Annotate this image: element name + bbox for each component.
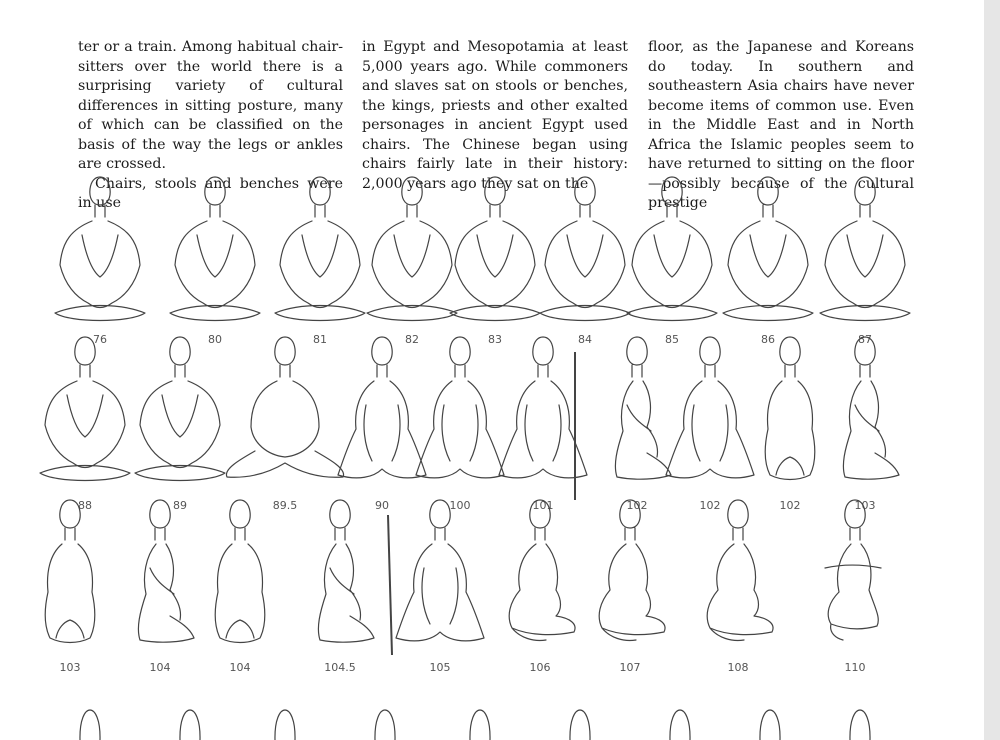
paragraph: in Egypt and Mesopotamia at least 5,000 years ago. While commoners and slaves sat on stools or benches, the kings, priests and other exalted personages in ancient Egypt used chairs. The Chinese began using chairs fairly late in their history: 2,000 years ago they sat on the xyxy=(362,39,628,192)
posture-figure xyxy=(599,500,665,641)
posture-figure xyxy=(226,337,343,477)
figure-number-label: 103 xyxy=(59,661,81,674)
partial-figure-head xyxy=(570,710,590,740)
figure-number-label: 85 xyxy=(665,333,679,346)
partial-figure-head xyxy=(275,710,295,740)
posture-figure xyxy=(338,337,426,478)
figure-number-label: 83 xyxy=(488,333,502,346)
figure-number-label: 110 xyxy=(844,661,866,674)
figure-number-label: 86 xyxy=(761,333,775,346)
figure-number-label: 105 xyxy=(429,661,451,674)
figure-number-label: 106 xyxy=(529,661,551,674)
posture-figure xyxy=(396,500,484,641)
posture-figure xyxy=(318,500,374,642)
figure-number-label: 76 xyxy=(93,333,107,346)
posture-figure xyxy=(215,500,265,643)
figure-number-label: 87 xyxy=(858,333,872,346)
page-margin xyxy=(984,0,1000,740)
figure-number-label: 108 xyxy=(727,661,749,674)
posture-figure xyxy=(723,177,813,321)
posture-figure xyxy=(820,177,910,321)
posture-figure xyxy=(843,337,899,479)
figure-number-label: 100 xyxy=(449,499,471,512)
staff xyxy=(388,515,392,655)
posture-figure xyxy=(765,337,815,480)
figure-number-label: 80 xyxy=(208,333,222,346)
figure-number-label: 104 xyxy=(229,661,251,674)
figure-number-label: 104.5 xyxy=(324,661,356,674)
posture-figure xyxy=(275,177,365,321)
posture-figure xyxy=(367,177,457,321)
figure-number-label: 84 xyxy=(578,333,592,346)
figure-number-label: 104 xyxy=(149,661,171,674)
figure-number-label: 90 xyxy=(375,499,389,512)
posture-figure xyxy=(666,337,754,478)
paragraph: ter or a train. Among habitual chair-sitters over the world there is a surprising variety of cultural differences in sitting posture, many of which can be classified on the basis of the way the legs or ankles are crossed. xyxy=(78,39,343,172)
partial-figure-head xyxy=(80,710,100,740)
partial-figure-head xyxy=(670,710,690,740)
posture-figure xyxy=(509,500,575,641)
partial-figure-head xyxy=(375,710,395,740)
posture-figure xyxy=(615,337,671,479)
posture-figure xyxy=(40,337,130,481)
partial-figure-head xyxy=(180,710,200,740)
posture-figure xyxy=(45,500,95,643)
posture-figure xyxy=(825,500,881,640)
posture-figure xyxy=(540,177,630,321)
paragraph: Chairs, stools and benches were in use xyxy=(78,175,343,211)
posture-figure xyxy=(55,177,145,321)
figure-number-label: 103 xyxy=(854,499,876,512)
posture-figure xyxy=(170,177,260,321)
figure-number-label: 88 xyxy=(78,499,92,512)
paragraph: floor, as the Japanese and Koreans do today. In southern and southeastern Asia chairs have never become items of common use. Even in the Middle East and in North Africa the Islamic peoples seem to have returned to sitting on the floor—possibly because of the cultural prestige xyxy=(648,39,914,211)
posture-figure xyxy=(135,337,225,481)
posture-figure xyxy=(627,177,717,321)
posture-figure xyxy=(138,500,194,642)
figure-number-label: 82 xyxy=(405,333,419,346)
posture-figure xyxy=(707,500,773,641)
figure-number-label: 102 xyxy=(779,499,801,512)
partial-figure-head xyxy=(760,710,780,740)
figure-number-label: 101 xyxy=(532,499,554,512)
figure-number-label: 89.5 xyxy=(272,499,298,512)
posture-figure xyxy=(499,337,587,478)
figure-number-label: 89 xyxy=(173,499,187,512)
figure-number-label: 81 xyxy=(313,333,327,346)
partial-figure-head xyxy=(850,710,870,740)
posture-figure xyxy=(450,177,540,321)
partial-figure-head xyxy=(470,710,490,740)
posture-figure xyxy=(416,337,504,478)
figure-number-label: 102 xyxy=(626,499,648,512)
figure-number-label: 102 xyxy=(699,499,721,512)
figure-number-label: 107 xyxy=(619,661,641,674)
